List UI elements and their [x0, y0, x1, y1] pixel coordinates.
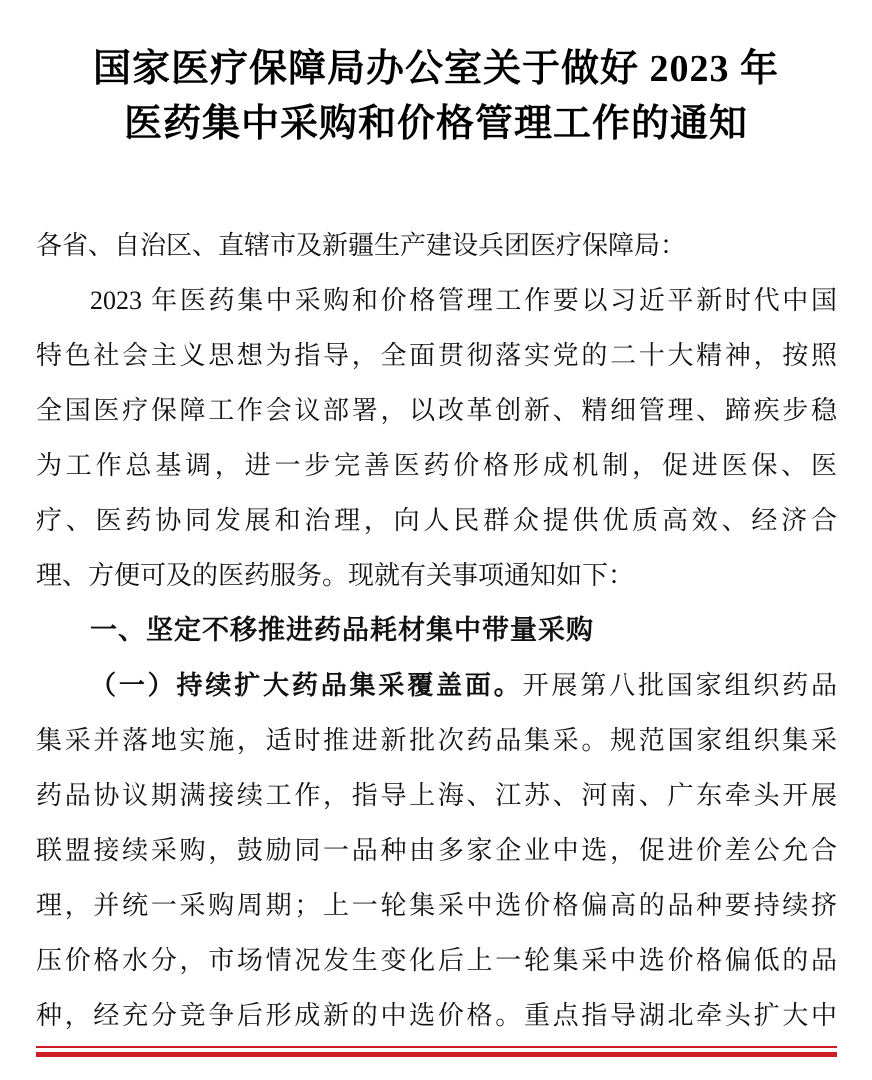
footer-rule-thin: [36, 1046, 837, 1048]
document-title-line-2: 医药集中采购和价格管理工作的通知: [123, 103, 748, 145]
paragraph2-line-1-rest: 开展第八批国家组织药品: [522, 671, 837, 700]
paragraph1-line-6: 理、方便可及的医药服务。现就有关事项通知如下：: [36, 561, 635, 590]
paragraph1-line-3: 全国医疗保障工作会议部署，以改革创新、精细管理、蹄疾步稳: [36, 396, 837, 425]
paragraph2-line-1: [36, 658, 837, 713]
section1-heading: 一、坚定不移推进药品耗材集中带量采购: [90, 615, 594, 645]
paragraph2-line-4: 联盟接续采购，鼓励同一品种由多家企业中选，促进价差公允合: [36, 836, 837, 865]
paragraph1-line-4: 为工作总基调，进一步完善医药价格形成机制，促进医保、医: [36, 451, 837, 480]
document-title-line-1: 国家医疗保障局办公室关于做好 2023 年: [92, 48, 779, 90]
paragraph2-line-5: 理，并统一采购周期；上一轮集采中选价格偏高的品种要持续挤: [36, 891, 837, 920]
salutation-line: 各省、自治区、直辖市及新疆生产建设兵团医疗保障局：: [36, 231, 687, 260]
paragraph1-line-2: 特色社会主义思想为指导，全面贯彻落实党的二十大精神，按照: [36, 341, 837, 370]
paragraph2-lead: （一）持续扩大药品集采覆盖面。: [90, 671, 523, 700]
document-body: [36, 218, 837, 1043]
paragraph2-line-7: 种，经充分竞争后形成新的中选价格。重点指导湖北牵头扩大中: [36, 1001, 837, 1030]
footer-rule-thick: [36, 1052, 837, 1057]
paragraph1-line-5: 疗、医药协同发展和治理，向人民群众提供优质高效、经济合: [36, 506, 837, 535]
paragraph2-line-3: 药品协议期满接续工作，指导上海、江苏、河南、广东牵头开展: [36, 781, 837, 810]
paragraph1-line-1: 2023 年医药集中采购和价格管理工作要以习近平新时代中国: [90, 286, 837, 315]
paragraph2-line-2: 集采并落地实施，适时推进新批次药品集采。规范国家组织集采: [36, 726, 837, 755]
document-title: [0, 42, 872, 152]
paragraph2-line-6: 压价格水分，市场情况发生变化后上一轮集采中选价格偏低的品: [36, 946, 837, 975]
